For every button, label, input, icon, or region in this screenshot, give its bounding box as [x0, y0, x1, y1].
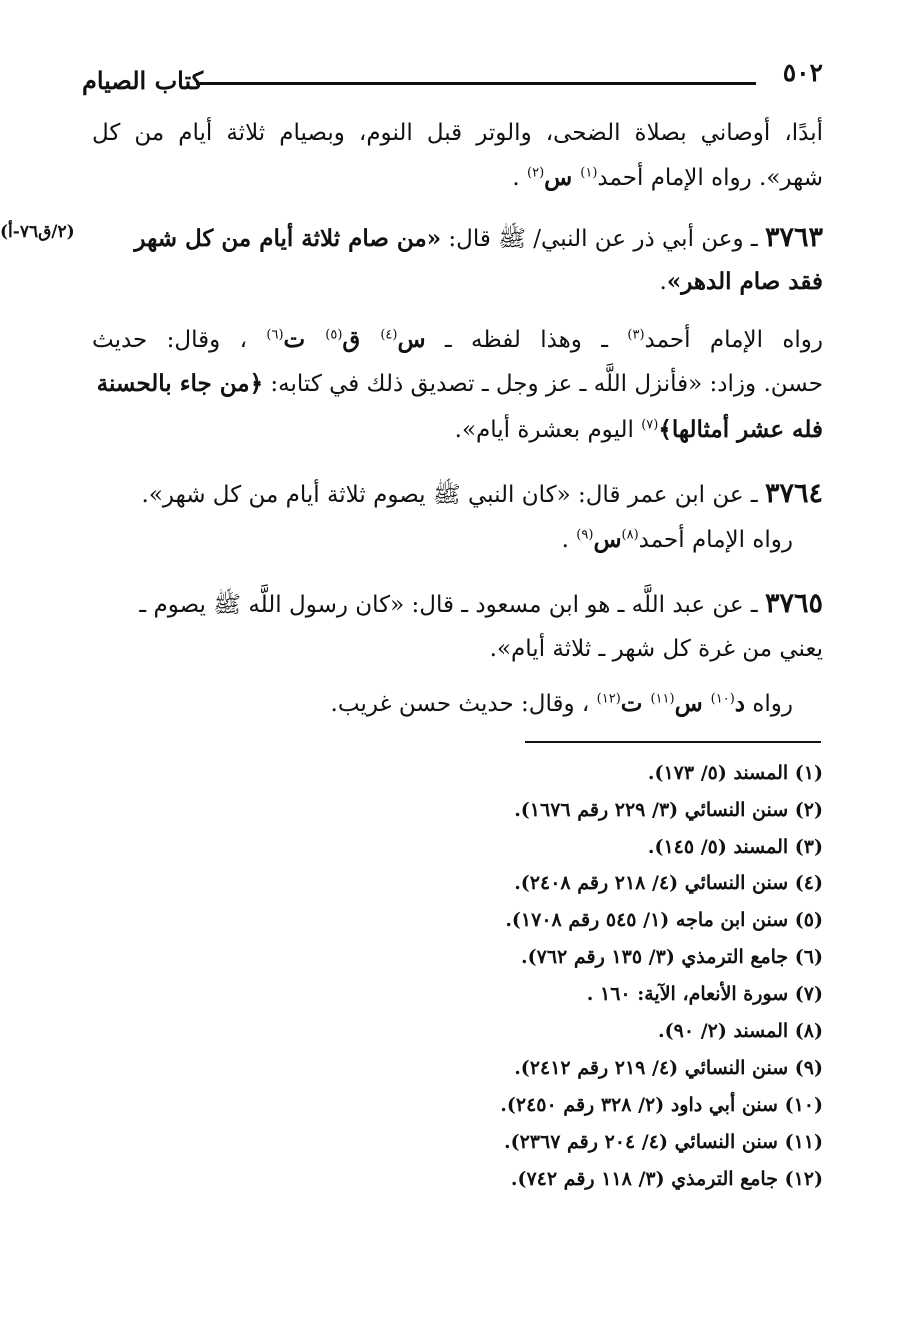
- riwaya-line: [455, 416, 823, 443]
- footnote: (٩) سنن النسائي (٤/ ٢١٩ رقم ٢٤١٢).: [514, 1057, 823, 1079]
- footnote: (١٠) سنن أبي داود (٢/ ٣٢٨ رقم ٢٤٥٠).: [500, 1094, 823, 1116]
- header-rule: [196, 82, 756, 85]
- text: حسن. وزاد: «فأنزل اللَّه ـ عز وجل ـ تصديق ذلك في كتابه:: [263, 371, 823, 397]
- hadith-3763-line: [660, 268, 823, 295]
- text: يعني من غرة كل شهر ـ ثلاثة أيام».: [489, 636, 823, 662]
- riwaya-line: [92, 326, 823, 353]
- footnote-ref: (٦): [266, 327, 284, 343]
- footnote: (٧) سورة الأنعام، الآية: ١٦٠ .: [586, 983, 823, 1005]
- footnote-rule: [525, 741, 821, 743]
- text: ـ وهذا لفظه ـ: [425, 327, 628, 353]
- text: رواه الإمام أحمد: [644, 327, 823, 353]
- text: ـ عن ابن عمر قال: «كان النبي ﷺ يصوم ثلاثة أيام من كل شهر».: [141, 482, 765, 508]
- riwaya-line: [562, 526, 793, 553]
- text: شهر». رواه الإمام أحمد: [597, 165, 823, 191]
- source-abbrev: س: [544, 164, 581, 191]
- text: .: [512, 165, 528, 191]
- hadith-matn: «من صام ثلاثة أيام من كل شهر: [134, 225, 442, 252]
- text: ـ وعن أبي ذر عن النبي/ ﷺ قال:: [441, 226, 765, 252]
- footnote-ref: (١٢): [596, 691, 621, 707]
- manuscript-margin-ref: (٢/ق٧٦-أ): [0, 222, 75, 242]
- footnote: (١١) سنن النسائي (٤/ ٢٠٤ رقم ٢٣٦٧).: [503, 1131, 823, 1153]
- text: رواه: [745, 691, 793, 717]
- book-title: كتاب الصيام: [82, 66, 204, 95]
- footnote-ref: (٨): [621, 527, 639, 543]
- riwaya-line: [331, 690, 793, 717]
- source-abbrev: س: [674, 690, 711, 717]
- text: ، وقال: حديث: [92, 327, 267, 353]
- footnote: (١) المسند (٥/ ١٧٣).: [647, 762, 823, 784]
- footnote: (٨) المسند (٢/ ٩٠).: [658, 1020, 823, 1042]
- source-abbrev: ق: [342, 326, 381, 353]
- text-line: أبدًا، أوصاني بصلاة الضحى، والوتر قبل النوم، وبصيام ثلاثة أيام من كل: [92, 120, 823, 146]
- footnote: (٦) جامع الترمذي (٣/ ١٣٥ رقم ٧٦٢).: [521, 946, 823, 968]
- text: .: [561, 527, 577, 553]
- text: رواه الإمام أحمد: [638, 527, 793, 553]
- footnote: (٤) سنن النسائي (٤/ ٢١٨ رقم ٢٤٠٨).: [514, 872, 823, 894]
- footnote: (٣) المسند (٥/ ١٤٥).: [647, 836, 823, 858]
- text: ـ عن عبد اللَّه ـ هو ابن مسعود ـ قال: «كان رسول اللَّه ﷺ يصوم ـ: [139, 592, 765, 618]
- source-abbrev: د: [734, 690, 746, 717]
- quran-quote: ﴿من جاء بالحسنة: [96, 370, 264, 397]
- hadith-3763-line: [134, 222, 823, 258]
- hadith-3765-line: [490, 636, 823, 662]
- source-abbrev: س: [593, 526, 622, 553]
- text: اليوم بعشرة أيام».: [454, 417, 642, 443]
- footnote-ref: (٥): [325, 327, 343, 343]
- source-abbrev: س: [397, 326, 426, 353]
- quran-quote: فله عشر أمثالها﴾: [658, 416, 823, 443]
- hadith-matn: فقد صام الدهر»: [666, 268, 823, 295]
- hadith-number: ٣٧٦٣: [764, 222, 823, 253]
- footnote-ref: (١٠): [710, 691, 735, 707]
- footnote-ref: (١١): [650, 691, 675, 707]
- text: ، وقال: حديث حسن غريب.: [330, 691, 597, 717]
- footnote-ref: (٩): [576, 527, 594, 543]
- hadith-number: ٣٧٦٥: [764, 588, 823, 619]
- footnote-ref: (٤): [380, 327, 398, 343]
- footnote-ref: (٧): [641, 417, 659, 433]
- text-line: [512, 164, 823, 191]
- footnote: (٢) سنن النسائي (٣/ ٢٢٩ رقم ١٦٧٦).: [514, 799, 823, 821]
- footnote-ref: (٣): [627, 327, 645, 343]
- riwaya-line: [97, 370, 823, 397]
- footnote-ref: (١): [580, 165, 598, 181]
- hadith-number: ٣٧٦٤: [764, 478, 823, 509]
- hadith-3765-line: [139, 588, 823, 624]
- hadith-3764-line: [142, 478, 823, 514]
- page-number: ٥٠٢: [782, 58, 823, 87]
- text: .: [659, 269, 667, 295]
- footnote: (٥) سنن ابن ماجه (١/ ٥٤٥ رقم ١٧٠٨).: [505, 909, 823, 931]
- source-abbrev: ت: [620, 690, 651, 717]
- footnote-ref: (٢): [527, 165, 545, 181]
- footnote: (١٢) جامع الترمذي (٣/ ١١٨ رقم ٧٤٢).: [510, 1168, 823, 1190]
- source-abbrev: ت: [283, 326, 326, 353]
